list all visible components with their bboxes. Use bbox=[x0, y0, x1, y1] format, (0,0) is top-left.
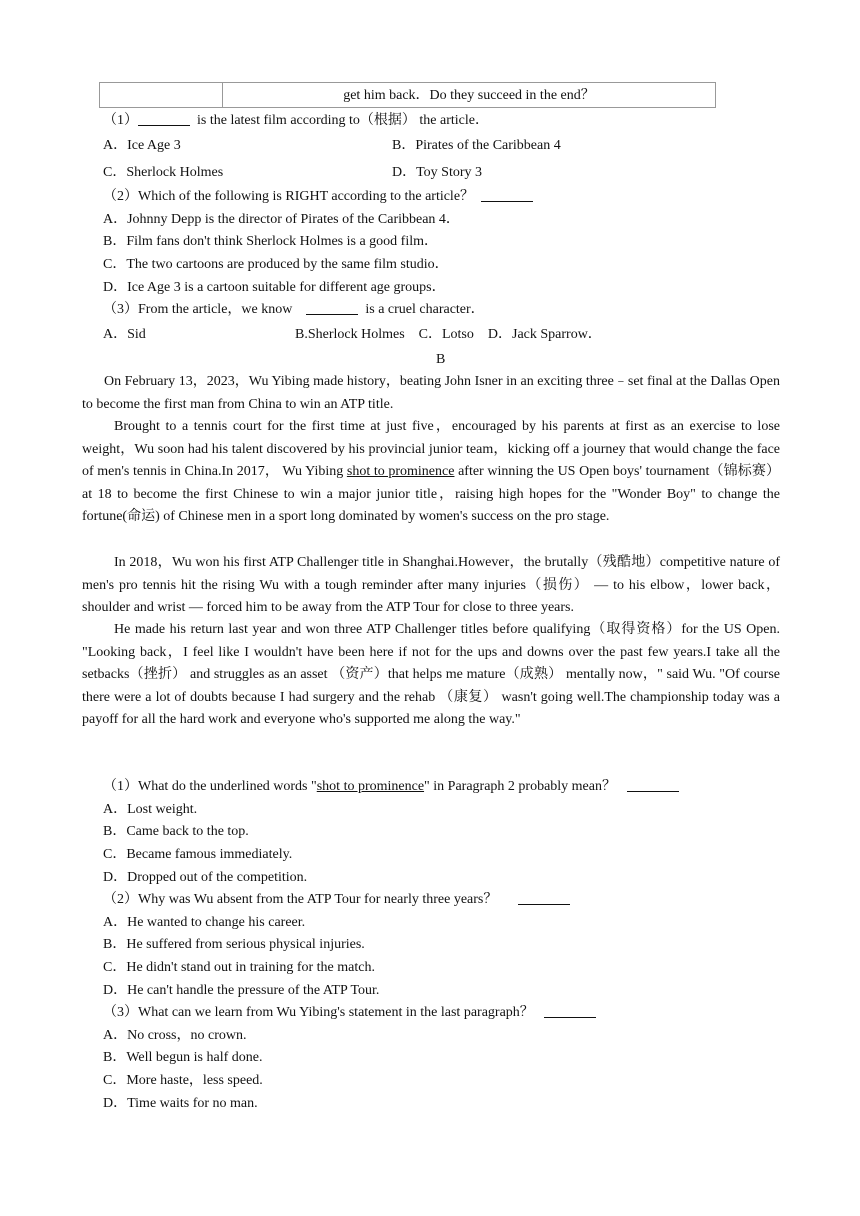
option-c: C．More haste，less speed. bbox=[103, 1073, 263, 1088]
paragraph-text: Brought to a tennis court for the first time at just five，encouraged by his parents at first as an exercise to lose weight，Wu soon had his talent discovered by his provincial junior team，kicking off a journey that would change the face of men's tennis in China.In 2017， Wu Yibing bbox=[82, 419, 780, 480]
question-stem-end: " in Paragraph 2 probably mean？ bbox=[424, 779, 616, 794]
answer-blank[interactable] bbox=[306, 300, 358, 315]
section-heading: B bbox=[436, 352, 446, 367]
question-b3 bbox=[103, 1003, 596, 1023]
question-a2 bbox=[103, 187, 533, 207]
option-c: C．Became famous immediately. bbox=[103, 847, 293, 862]
underlined-phrase: shot to prominence bbox=[346, 464, 455, 480]
question-stem: is the latest film according to（根据） the article． bbox=[197, 113, 489, 128]
option-d: D．Toy Story 3 bbox=[392, 165, 483, 180]
question-a1 bbox=[103, 111, 489, 131]
table-cell-empty bbox=[100, 83, 223, 107]
question-b1 bbox=[103, 777, 679, 797]
question-number: （1） bbox=[103, 113, 138, 128]
option-b: B．Pirates of the Caribbean 4 bbox=[392, 138, 561, 153]
underlined-phrase: shot to prominence bbox=[316, 779, 425, 794]
option-b: B．Well begun is half done. bbox=[103, 1050, 263, 1065]
answer-blank[interactable] bbox=[138, 111, 190, 126]
option-d: D．Dropped out of the competition. bbox=[103, 870, 308, 885]
question-b2 bbox=[103, 890, 570, 910]
question-stem: （3）What can we learn from Wu Yibing's statement in the last paragraph？ bbox=[103, 1005, 534, 1020]
question-stem: （2）Why was Wu absent from the ATP Tour for nearly three years？ bbox=[103, 892, 498, 907]
option-a: A．Lost weight. bbox=[103, 802, 198, 817]
option-a: A．Sid bbox=[103, 327, 146, 342]
answer-blank[interactable] bbox=[481, 187, 533, 202]
passage-paragraph-3: In 2018，Wu won his first ATP Challenger title in Shanghai.However，the brutally（残酷地）competitive nature of men's pro tennis hit the rising Wu with a tough reminder after many injuries（损伤） — to his elbow，lower back，shoulder and wrist — forced him to be away from the ATP Tour for close to three years. bbox=[82, 555, 780, 616]
answer-blank[interactable] bbox=[544, 1003, 596, 1018]
option-a: A．No cross，no crown. bbox=[103, 1028, 247, 1043]
option-b: B．Film fans don't think Sherlock Holmes is a good film． bbox=[103, 234, 439, 249]
passage-paragraph-1: On February 13，2023，Wu Yibing made history，beating John Isner in an exciting three﹣set final at the Dallas Open to become the first man from China to win an ATP title. bbox=[82, 374, 780, 412]
option-d: D．Ice Age 3 is a cartoon suitable for different age groups． bbox=[103, 280, 446, 295]
question-stem-start: （1）What do the underlined words " bbox=[103, 779, 317, 794]
question-stem-start: （3）From the article，we know bbox=[103, 302, 293, 317]
option-b: B．Came back to the top. bbox=[103, 824, 249, 839]
question-a3 bbox=[103, 300, 485, 320]
passage-paragraph-4: He made his return last year and won three ATP Challenger titles before qualifying（取得资格）for the US Open. "Looking back，I feel like I wouldn't have been here if not for the ups and downs over the past few years.I take all the setbacks（挫折） and struggles as an asset （资产）that helps me mature（成熟） mentally now，" said Wu. "Of course there were a lot of doubts because I had surgery and the rehab （康复） wasn't going well.The championship today was a payoff for all the hard work and everyone who's supported me along the way." bbox=[82, 622, 780, 728]
option-d: D．Time waits for no man. bbox=[103, 1096, 258, 1111]
options-bcd: B.Sherlock Holmes C．Lotso D．Jack Sparrow． bbox=[295, 327, 602, 342]
table-cell-text: get him back．Do they succeed in the end？ bbox=[343, 88, 595, 103]
option-b: B．He suffered from serious physical injuries. bbox=[103, 937, 365, 952]
answer-blank[interactable] bbox=[518, 890, 570, 905]
paragraph-text: after winning the US Open boys' tournament（锦标赛） at 18 to become the first Chinese to win a major junior title，raising high hopes for the "Wonder Boy" to change the fortune(命运) of Chinese men in a sport long dominated by women's success on the pro stage. bbox=[82, 464, 780, 525]
question-stem-end: is a cruel character． bbox=[365, 302, 485, 317]
answer-blank[interactable] bbox=[627, 777, 679, 792]
option-a: A．He wanted to change his career. bbox=[103, 915, 306, 930]
option-a: A．Johnny Depp is the director of Pirates of the Caribbean 4． bbox=[103, 212, 460, 227]
option-c: C．He didn't stand out in training for the match. bbox=[103, 960, 375, 975]
option-a: A．Ice Age 3 bbox=[103, 138, 181, 153]
question-stem: （2）Which of the following is RIGHT according to the article？ bbox=[103, 189, 475, 204]
option-d: D．He can't handle the pressure of the ATP Tour. bbox=[103, 983, 380, 998]
option-c: C．Sherlock Holmes bbox=[103, 165, 224, 180]
table-row bbox=[99, 82, 716, 108]
passage-paragraph-2 bbox=[82, 416, 780, 529]
option-c: C．The two cartoons are produced by the same film studio． bbox=[103, 257, 449, 272]
